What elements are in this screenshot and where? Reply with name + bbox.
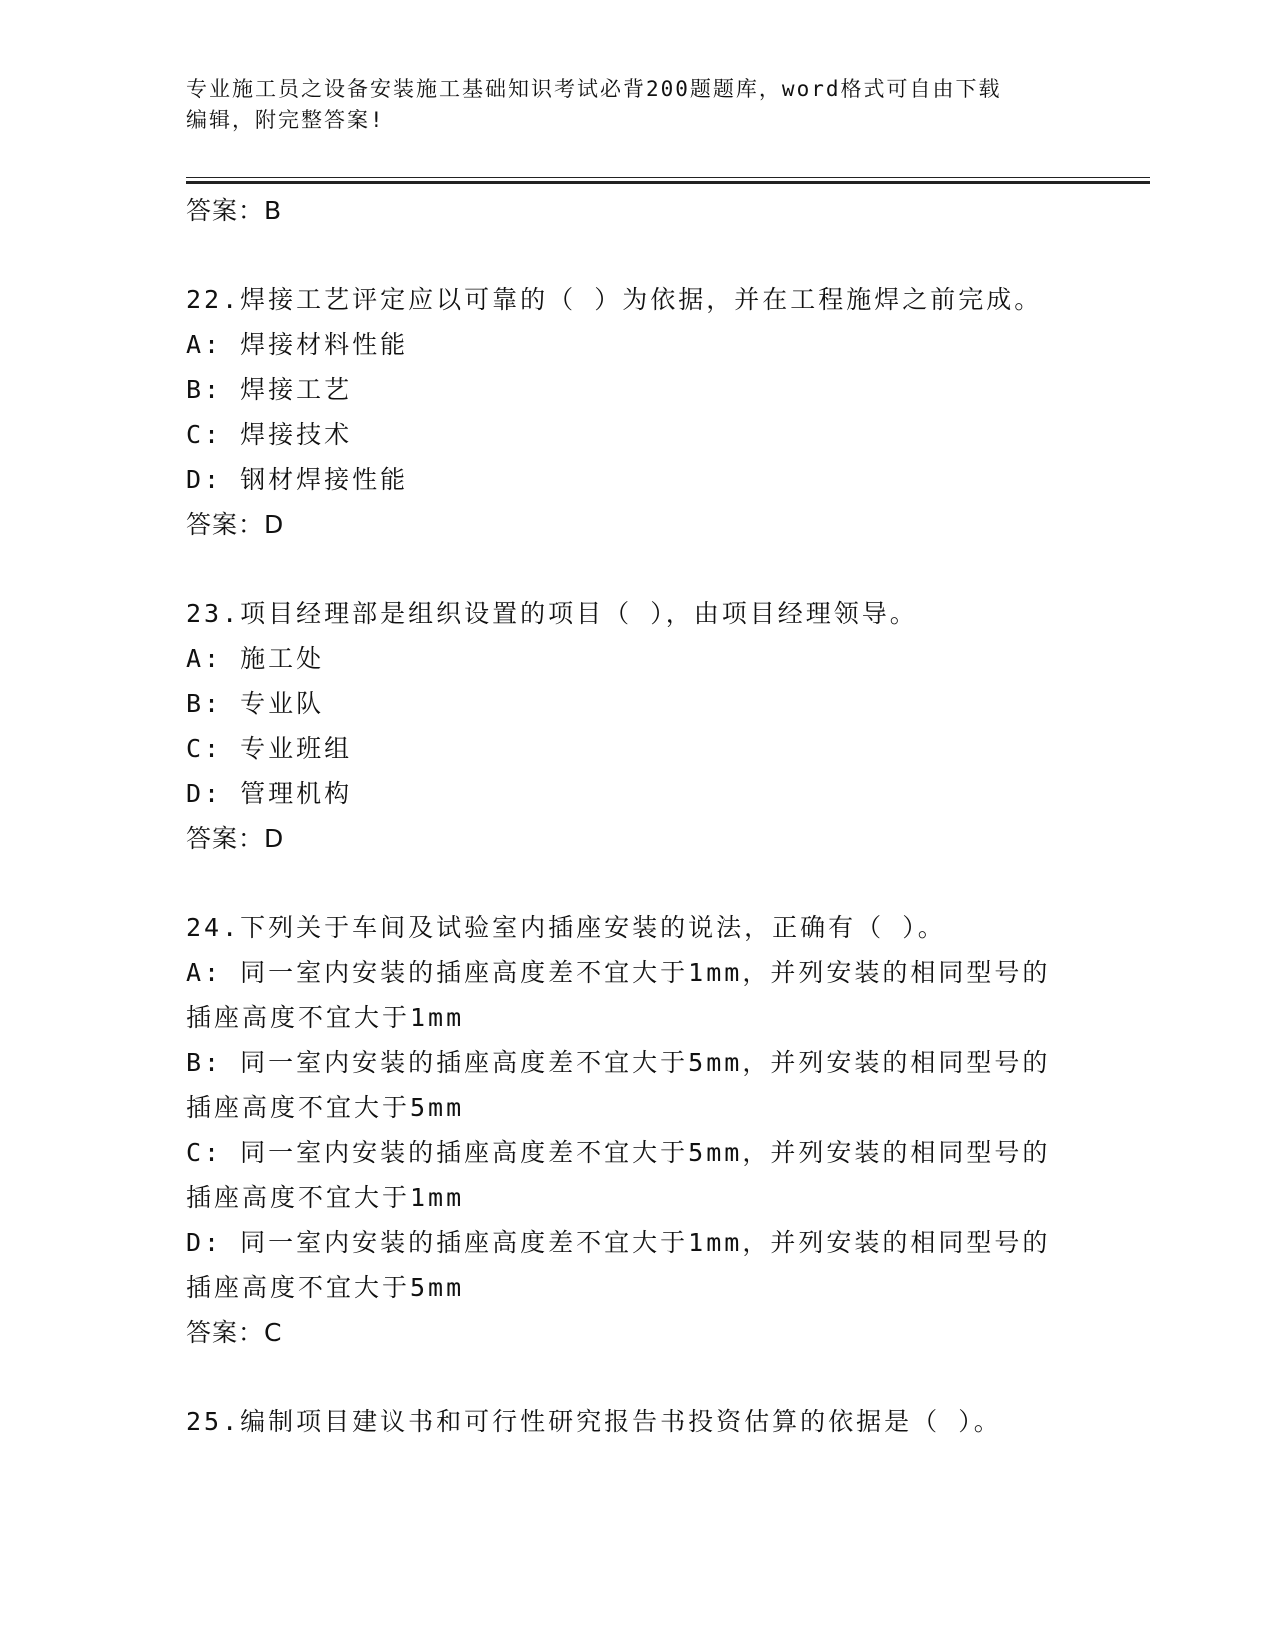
- option-text: 焊接工艺: [240, 375, 353, 404]
- document-header: [186, 74, 1066, 136]
- question-stem: 项目经理部是组织设置的项目（ ），由项目经理领导。: [240, 599, 918, 628]
- option-label: C:: [186, 734, 223, 763]
- question-stem: 焊接工艺评定应以可靠的（ ）为依据，并在工程施焊之前完成。: [240, 285, 1043, 314]
- question-number: 22.: [186, 285, 241, 314]
- question-text: [186, 277, 1086, 322]
- question-stem: 下列关于车间及试验室内插座安装的说法，正确有（ ）。: [240, 913, 946, 942]
- option-text: 焊接材料性能: [240, 330, 409, 359]
- option-label: A:: [186, 644, 223, 673]
- option-d: [186, 1220, 1086, 1265]
- option-text: 管理机构: [240, 779, 353, 808]
- option-label: C:: [186, 420, 223, 449]
- option-c: [186, 1130, 1086, 1175]
- question-number: 23.: [186, 599, 241, 628]
- option-label: A:: [186, 958, 223, 987]
- question-25: [186, 1399, 1086, 1444]
- answer-line: 答案：C: [186, 1318, 283, 1347]
- option-text: 钢材焊接性能: [240, 465, 409, 494]
- question-number: 24.: [186, 913, 241, 942]
- header-divider-thin: [186, 177, 1150, 178]
- answer-line: 答案：B: [186, 196, 283, 225]
- option-a-continuation: 插座高度不宜大于1mm: [186, 1003, 465, 1032]
- option-text: 施工处: [240, 644, 325, 673]
- option-a: [186, 322, 1086, 367]
- header-line-1: 专业施工员之设备安装施工基础知识考试必背200题题库，word格式可自由下载: [186, 77, 1002, 101]
- option-c: [186, 412, 1086, 457]
- option-b: [186, 367, 1086, 412]
- option-text: 专业班组: [240, 734, 353, 763]
- option-label: B:: [186, 375, 223, 404]
- question-text: [186, 905, 1086, 950]
- answer-line: 答案：D: [186, 824, 285, 853]
- option-a: [186, 950, 1086, 995]
- document-body: [186, 188, 1086, 1444]
- option-text: 同一室内安装的插座高度差不宜大于1mm，并列安装的相同型号的: [240, 958, 1051, 987]
- option-c-continuation: 插座高度不宜大于1mm: [186, 1183, 465, 1212]
- option-d: [186, 457, 1086, 502]
- option-label: B:: [186, 689, 223, 718]
- option-text: 焊接技术: [240, 420, 353, 449]
- option-text: 专业队: [240, 689, 325, 718]
- option-text: 同一室内安装的插座高度差不宜大于5mm，并列安装的相同型号的: [240, 1048, 1051, 1077]
- option-label: D:: [186, 1228, 223, 1257]
- question-number: 25.: [186, 1407, 241, 1436]
- question-stem: 编制项目建议书和可行性研究报告书投资估算的依据是（ ）。: [240, 1407, 1002, 1436]
- option-label: D:: [186, 779, 223, 808]
- option-text: 同一室内安装的插座高度差不宜大于1mm，并列安装的相同型号的: [240, 1228, 1051, 1257]
- option-label: C:: [186, 1138, 223, 1167]
- option-a: [186, 636, 1086, 681]
- option-label: D:: [186, 465, 223, 494]
- option-d-continuation: 插座高度不宜大于5mm: [186, 1273, 465, 1302]
- question-24: [186, 905, 1086, 1355]
- option-b-continuation: 插座高度不宜大于5mm: [186, 1093, 465, 1122]
- header-divider-thick: [186, 181, 1150, 184]
- question-23: [186, 591, 1086, 861]
- header-line-2: 编辑，附完整答案!: [186, 108, 385, 132]
- option-d: [186, 771, 1086, 816]
- question-text: [186, 1399, 1086, 1444]
- option-text: 同一室内安装的插座高度差不宜大于5mm，并列安装的相同型号的: [240, 1138, 1051, 1167]
- option-c: [186, 726, 1086, 771]
- question-22: [186, 277, 1086, 547]
- question-text: [186, 591, 1086, 636]
- option-label: B:: [186, 1048, 223, 1077]
- option-b: [186, 1040, 1086, 1085]
- option-b: [186, 681, 1086, 726]
- option-label: A:: [186, 330, 223, 359]
- answer-line: 答案：D: [186, 510, 285, 539]
